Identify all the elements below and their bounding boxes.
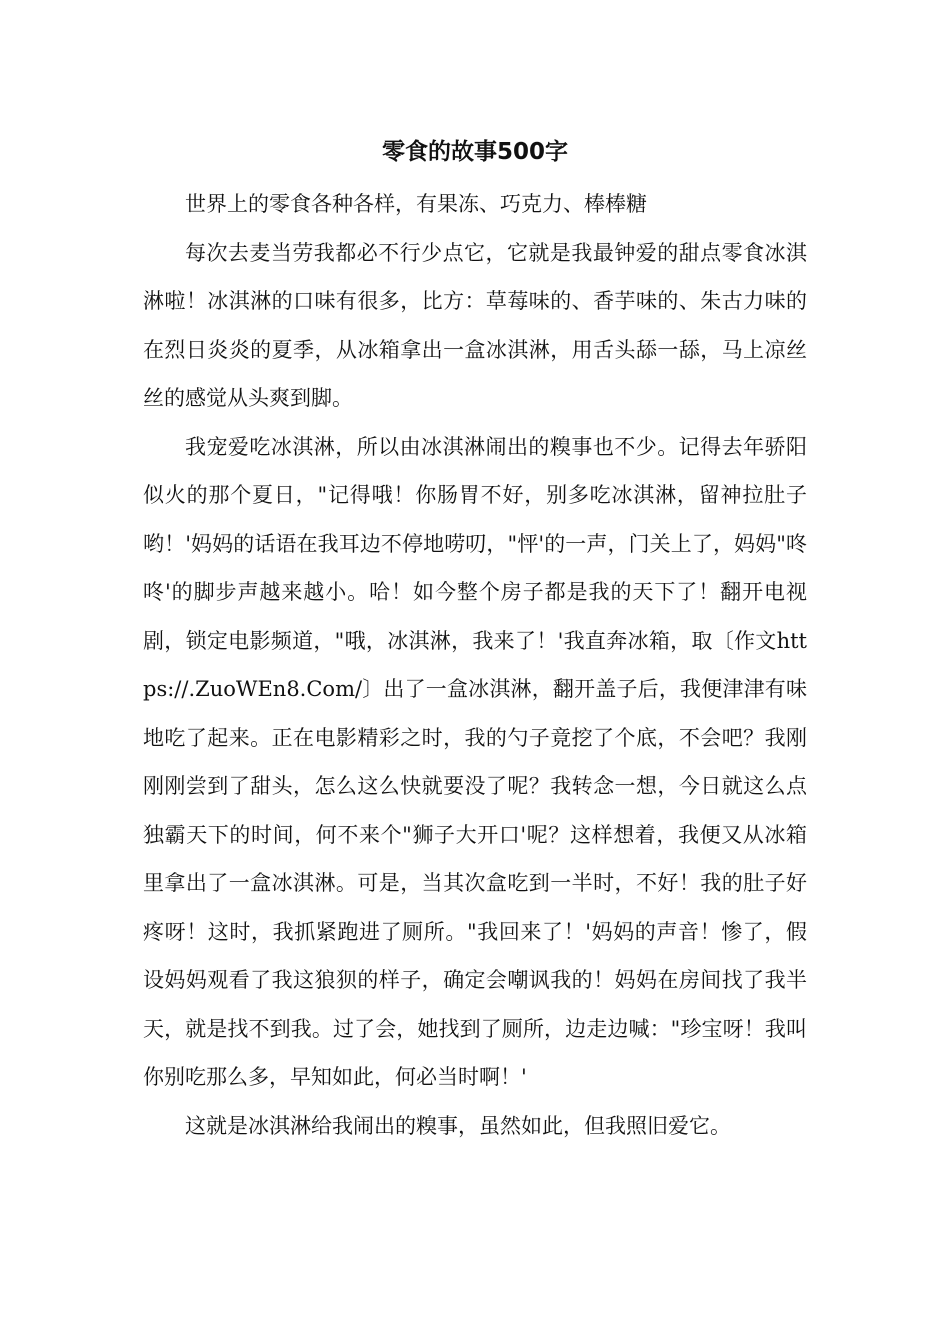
- paragraph-story: 我宠爱吃冰淇淋，所以由冰淇淋闹出的糗事也不少。记得去年骄阳似火的那个夏日，"记得哦！你肠胃不好，别多吃冰淇淋，留神拉肚子哟！'妈妈的话语在我耳边不停地唠叨，"怦'的一声，门关上了，妈妈"咚咚'的脚步声越来越小。哈！如今整个房子都是我的天下了！翻开电视剧，锁定电影频道，"哦，冰淇淋，我来了！'我直奔冰箱，取〔作文https://.ZuoWEn8.Com/〕出了一盒冰淇淋，翻开盖子后，我便津津有味地吃了起来。正在电影精彩之时，我的勺子竟挖了个底，不会吧？我刚刚刚尝到了甜头，怎么这么快就要没了呢？我转念一想，今日就这么点独霸天下的时间，何不来个"狮子大开口'呢？这样想着，我便又从冰箱里拿出了一盒冰淇淋。可是，当其次盒吃到一半时，不好！我的肚子好疼呀！这时，我抓紧跑进了厕所。"我回来了！'妈妈的声音！惨了，假设妈妈观看了我这狼狈的样子，确定会嘲讽我的！妈妈在房间找了我半天，就是找不到我。过了会，她找到了厕所，边走边喊："珍宝呀！我叫你别吃那么多，早知如此，何必当时啊！': [143, 434, 807, 1089]
- document-body: [143, 180, 807, 1150]
- paragraph-favorite: 每次去麦当劳我都必不行少点它，它就是我最钟爱的甜点零食冰淇淋啦！冰淇淋的口味有很多，比方：草莓味的、香芋味的、朱古力味的在烈日炎炎的夏季，从冰箱拿出一盒冰淇淋，用舌头舔一舔，马上凉丝丝的感觉从头爽到脚。: [143, 240, 807, 410]
- paragraph-conclusion: 这就是冰淇淋给我闹出的糗事，虽然如此，但我照旧爱它。: [185, 1113, 731, 1138]
- document-title: 零食的故事500字: [381, 139, 568, 165]
- paragraph-intro: 世界上的零食各种各样，有果冻、巧克力、棒棒糖: [185, 192, 647, 216]
